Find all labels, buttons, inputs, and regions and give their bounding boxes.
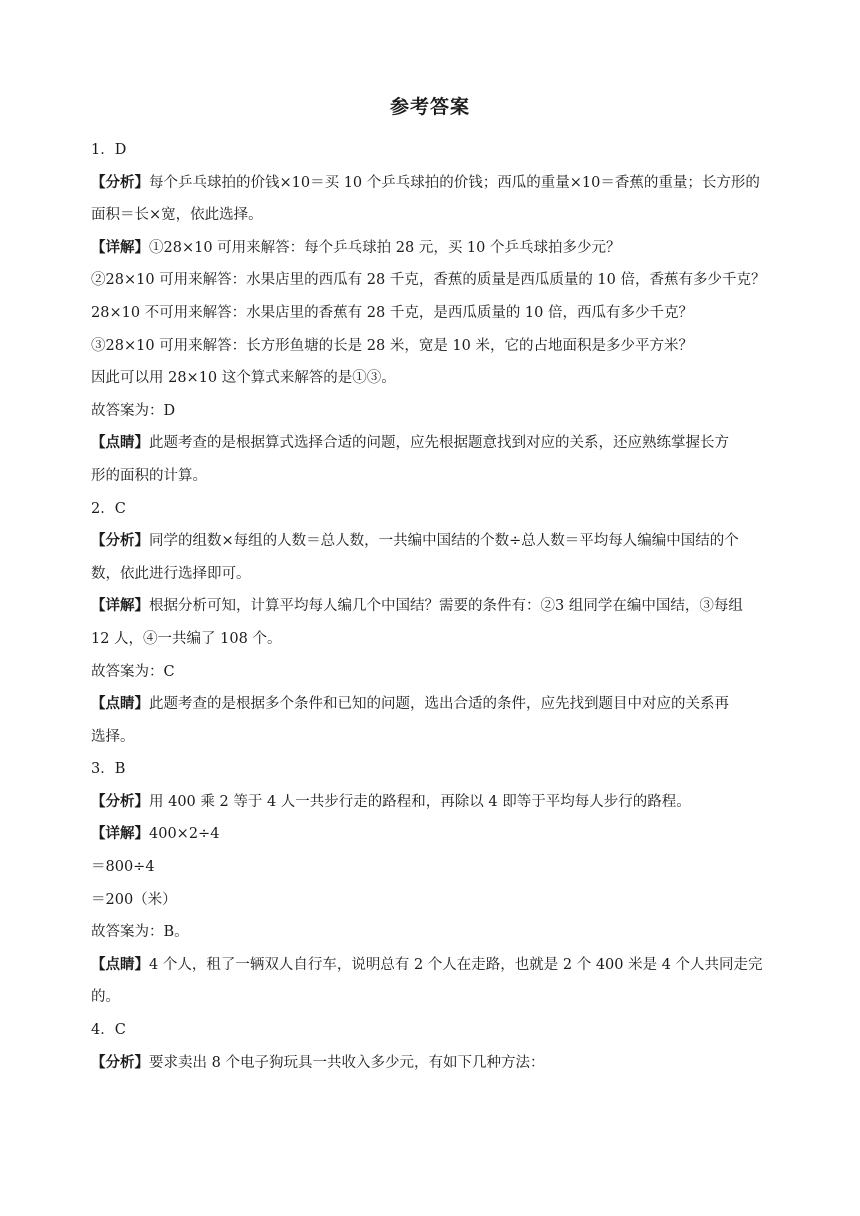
text-line xyxy=(91,753,771,786)
text-line xyxy=(91,167,771,200)
line-text: 12 人，④一共编了 108 个。 xyxy=(91,630,282,647)
line-text: ①28×10 可用来解答：每个乒乓球拍 28 元，买 10 个乒乓球拍多少元？ xyxy=(149,239,621,256)
text-line xyxy=(91,688,771,721)
text-line xyxy=(91,916,771,949)
line-text: 故答案为：D xyxy=(91,402,176,419)
section-tag: 【分析】 xyxy=(91,793,149,810)
line-text: 根据分析可知，计算平均每人编几个中国结？需要的条件有：②3 组同学在编中国结，③每组 xyxy=(149,598,743,615)
line-text: 400×2÷4 xyxy=(149,826,220,843)
line-text: 28×10 不可用来解答：水果店里的香蕉有 28 千克，是西瓜质量的 10 倍，西瓜有多少千克？ xyxy=(91,304,693,321)
line-text: 故答案为：B。 xyxy=(91,924,189,941)
text-line xyxy=(91,558,771,591)
text-line xyxy=(91,981,771,1014)
text-line xyxy=(91,330,771,363)
text-line xyxy=(91,818,771,851)
text-line xyxy=(91,525,771,558)
line-text: 面积＝长×宽，依此选择。 xyxy=(91,207,263,224)
line-text: ③28×10 可用来解答：长方形鱼塘的长是 28 米，宽是 10 米，它的占地面积是多少平方米？ xyxy=(91,337,693,354)
section-tag: 【详解】 xyxy=(91,826,149,843)
text-line xyxy=(91,721,771,754)
line-text: 每个乒乓球拍的价钱×10＝买 10 个乒乓球拍的价钱；西瓜的重量×10＝香蕉的重量；长方形的 xyxy=(149,174,760,191)
text-line xyxy=(91,264,771,297)
line-text: 1．D xyxy=(91,142,127,158)
text-line xyxy=(91,1047,771,1080)
text-line xyxy=(91,199,771,232)
section-tag: 【分析】 xyxy=(91,1054,149,1071)
text-line xyxy=(91,134,771,167)
text-line xyxy=(91,232,771,265)
line-text: 2．C xyxy=(91,500,126,517)
text-line xyxy=(91,851,771,884)
line-text: 形的面积的计算。 xyxy=(91,467,207,484)
section-tag: 【分析】 xyxy=(91,533,149,550)
line-text: 3．B xyxy=(91,761,126,778)
line-text: 4 个人，租了一辆双人自行车，说明总有 2 个人在走路，也就是 2 个 400 米是 4 个人共同走完 xyxy=(149,956,763,973)
section-tag: 【详解】 xyxy=(91,239,149,256)
text-line xyxy=(91,395,771,428)
line-text: 要求卖出 8 个电子狗玩具一共收入多少元，有如下几种方法： xyxy=(149,1054,545,1071)
section-tag: 【分析】 xyxy=(91,174,149,191)
line-text: 此题考查的是根据算式选择合适的问题，应先根据题意找到对应的关系，还应熟练掌握长方 xyxy=(149,435,729,452)
text-line xyxy=(91,884,771,917)
line-text: 用 400 乘 2 等于 4 人一共步行走的路程和，再除以 4 即等于平均每人步行的路程。 xyxy=(149,793,691,810)
line-text: 同学的组数×每组的人数＝总人数，一共编中国结的个数÷总人数＝平均每人编编中国结的个 xyxy=(149,533,739,550)
text-line xyxy=(91,460,771,493)
line-text: 的。 xyxy=(91,989,120,1006)
line-text: 数，依此进行选择即可。 xyxy=(91,565,251,582)
section-tag: 【点睛】 xyxy=(91,696,149,713)
answer-body xyxy=(91,134,771,1079)
text-line xyxy=(91,590,771,623)
page-title: 参考答案 xyxy=(389,96,470,118)
line-text: 选择。 xyxy=(91,728,135,745)
section-tag: 【详解】 xyxy=(91,598,149,615)
text-line xyxy=(91,427,771,460)
text-line xyxy=(91,493,771,526)
text-line xyxy=(91,623,771,656)
section-tag: 【点睛】 xyxy=(91,435,149,452)
text-line xyxy=(91,297,771,330)
line-text: 4．C xyxy=(91,1022,126,1039)
line-text: 此题考查的是根据多个条件和已知的问题，选出合适的条件，应先找到题目中对应的关系再 xyxy=(149,696,729,713)
line-text: 因此可以用 28×10 这个算式来解答的是①③。 xyxy=(91,370,396,387)
text-line xyxy=(91,786,771,819)
text-line xyxy=(91,656,771,689)
text-line xyxy=(91,1014,771,1047)
line-text: ＝200（米） xyxy=(91,891,177,908)
text-line xyxy=(91,362,771,395)
line-text: 故答案为：C xyxy=(91,663,175,680)
section-tag: 【点睛】 xyxy=(91,956,149,973)
text-line xyxy=(91,949,771,982)
line-text: ②28×10 可用来解答：水果店里的西瓜有 28 千克，香蕉的质量是西瓜质量的 10 倍，香蕉有多少千克？ xyxy=(91,272,766,289)
line-text: ＝800÷4 xyxy=(91,859,155,876)
